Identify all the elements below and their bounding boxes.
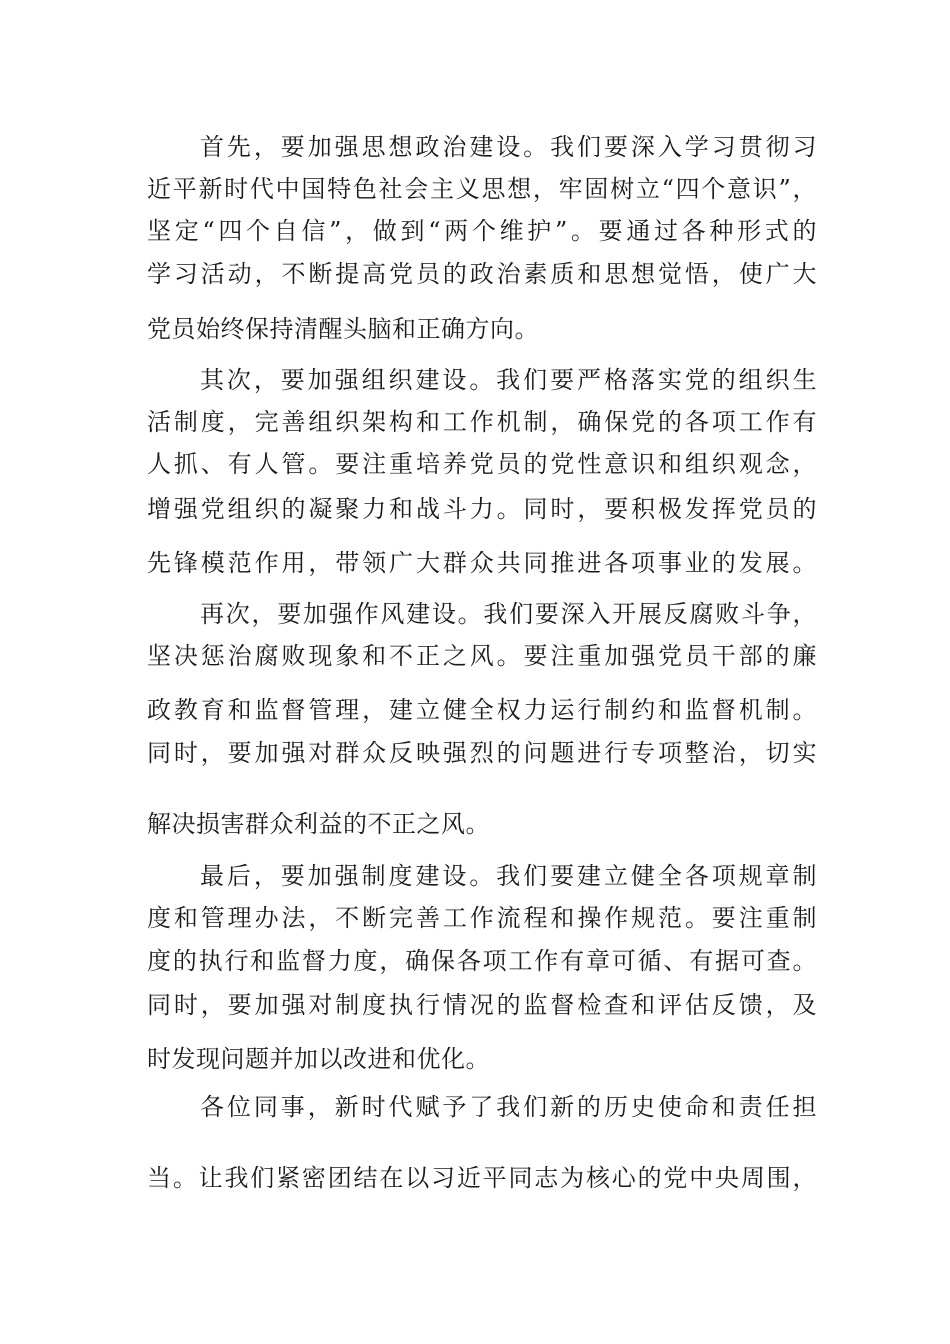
text-line: 再次，要加强作风建设。我们要深入开展反腐败斗争，	[200, 600, 817, 628]
text-line: 度的执行和监督力度，确保各项工作有章可循、有据可查。	[147, 947, 817, 975]
text-line: 其次，要加强组织建设。我们要严格落实党的组织生	[200, 366, 817, 394]
text-line: 解决损害群众利益的不正之风。	[147, 810, 490, 838]
text-line: 政教育和监督管理，建立健全权力运行制约和监督机制。	[147, 696, 817, 724]
text-line: 先锋模范作用，带领广大群众共同推进各项事业的发展。	[147, 549, 817, 577]
text-line: 增强党组织的凝聚力和战斗力。同时，要积极发挥党员的	[147, 495, 817, 523]
text-line: 时发现问题并加以改进和优化。	[147, 1045, 490, 1073]
text-line: 度和管理办法，不断完善工作流程和操作规范。要注重制	[147, 904, 817, 932]
text-line: 同时，要加强对制度执行情况的监督检查和评估反馈，及	[147, 991, 817, 1019]
text-line: 坚决惩治腐败现象和不正之风。要注重加强党员干部的廉	[147, 642, 817, 670]
text-line: 同时，要加强对群众反映强烈的问题进行专项整治，切实	[147, 739, 817, 767]
text-line: 当。让我们紧密团结在以习近平同志为核心的党中央周围，	[147, 1164, 817, 1192]
text-line: 坚定“四个自信”，做到“两个维护”。要通过各种形式的	[147, 217, 817, 245]
text-line: 人抓、有人管。要注重培养党员的党性意识和组织观念，	[147, 450, 817, 478]
text-line: 首先，要加强思想政治建设。我们要深入学习贯彻习	[200, 133, 817, 161]
text-line: 活制度，完善组织架构和工作机制，确保党的各项工作有	[147, 408, 817, 436]
text-line: 最后，要加强制度建设。我们要建立健全各项规章制	[200, 862, 817, 890]
text-line: 各位同事，新时代赋予了我们新的历史使命和责任担	[200, 1093, 817, 1121]
text-line: 党员始终保持清醒头脑和正确方向。	[147, 315, 539, 343]
text-line: 学习活动，不断提高党员的政治素质和思想觉悟，使广大	[147, 260, 817, 288]
text-line: 近平新时代中国特色社会主义思想，牢固树立“四个意识”，	[147, 175, 817, 203]
